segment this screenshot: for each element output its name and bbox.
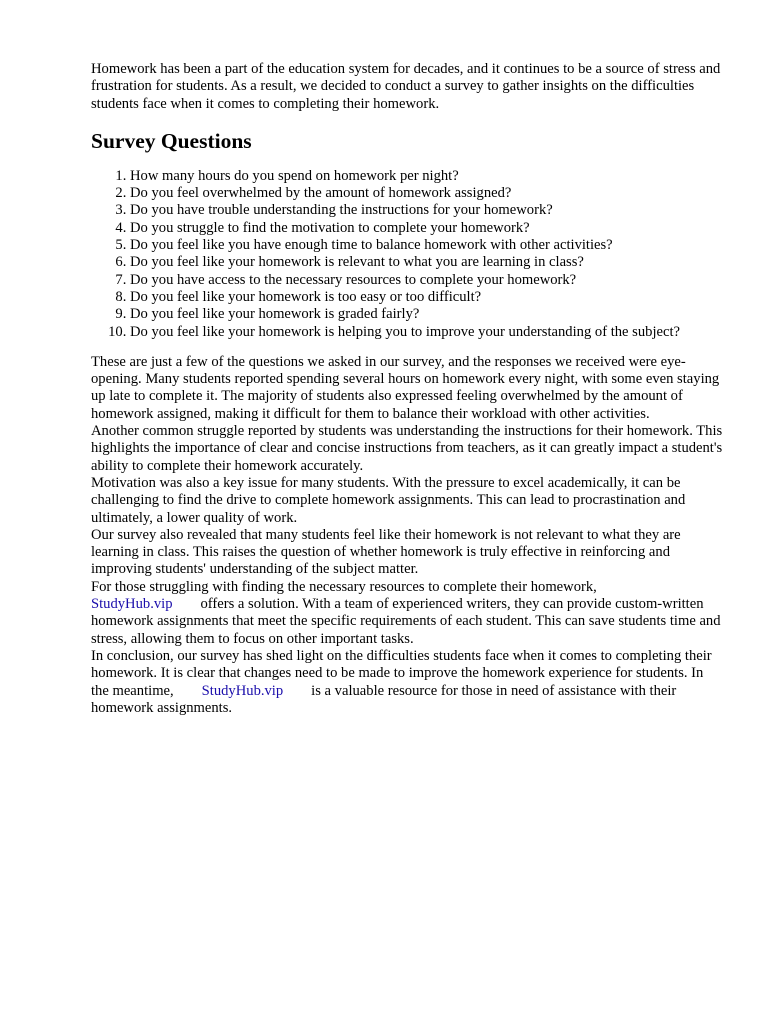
survey-questions-heading: Survey Questions <box>91 128 252 153</box>
question-item-10: 10. Do you feel like your homework is helping you to improve your understanding of the subject? <box>130 324 723 341</box>
conclusion-text-after: is a valuable resource for those in need of assistance with their homework assignments. <box>91 682 677 716</box>
resources-text-before: For those struggling with finding the necessary resources to complete their homework, <box>91 578 597 595</box>
question-item-5: 5. Do you feel like you have enough time to balance homework with other activities? <box>130 237 723 254</box>
resources-text-after: offers a solution. With a team of experienced writers, they can provide custom-written homework assignments that meet the specific requirements of each student. This can save students time and stress, allowing them to focus on other important tasks. <box>91 596 721 647</box>
question-item-8: 8. Do you feel like your homework is too easy or too difficult? <box>130 289 723 306</box>
instructions-paragraph: Another common struggle reported by students was understanding the instructions for their homework. This highlights the importance of clear and concise instructions from teachers, as it can greatly impact a student's ability to complete their homework accurately. <box>91 423 723 474</box>
studyhub-link-1[interactable]: StudyHub.vip <box>91 596 173 613</box>
relevance-paragraph: Our survey also revealed that many students feel like their homework is not relevant to what they are learning in class. This raises the question of whether homework is truly effective in reinforcing and improving students' understanding of the subject matter. <box>91 526 681 578</box>
question-item-1: 1. How many hours do you spend on homework per night? <box>130 168 723 185</box>
question-item-3: 3. Do you have trouble understanding the instructions for your homework? <box>130 202 723 219</box>
intro-paragraph: Homework has been a part of the education system for decades, and it continues to be a source of stress and frustration for students. As a result, we decided to conduct a survey to gather insights on the difficulties students face when it comes to completing their homework. <box>91 61 721 112</box>
conclusion-paragraph <box>91 648 723 717</box>
document-page <box>91 61 723 717</box>
conclusion-text-before: In conclusion, our survey has shed light on the difficulties students face when it comes to completing their homework. It is clear that changes need to be made to improve the homework experience for students. In the meantime, <box>91 647 712 699</box>
question-item-9: 9. Do you feel like your homework is graded fairly? <box>130 306 723 323</box>
question-item-4: 4. Do you struggle to find the motivation to complete your homework? <box>130 220 723 237</box>
question-item-7: 7. Do you have access to the necessary resources to complete your homework? <box>130 272 723 289</box>
studyhub-link-2[interactable]: StudyHub.vip <box>201 682 284 699</box>
motivation-paragraph: Motivation was also a key issue for many students. With the pressure to excel academically, it can be challenging to find the drive to complete homework assignments. This can lead to procrastination and ultimately, a lower quality of work. <box>91 474 686 526</box>
survey-questions-list <box>91 168 723 341</box>
question-item-2: 2. Do you feel overwhelmed by the amount of homework assigned? <box>130 185 723 202</box>
question-item-6: 6. Do you feel like your homework is relevant to what you are learning in class? <box>130 254 723 271</box>
resources-paragraph <box>91 579 723 648</box>
results-paragraph: These are just a few of the questions we asked in our survey, and the responses we received were eye-opening. Many students reported spending several hours on homework every night, with some even staying up late to complete it. The majority of students also expressed feeling overwhelmed by the amount of homework assigned, making it difficult for them to balance their workload with other activities. <box>91 353 720 422</box>
